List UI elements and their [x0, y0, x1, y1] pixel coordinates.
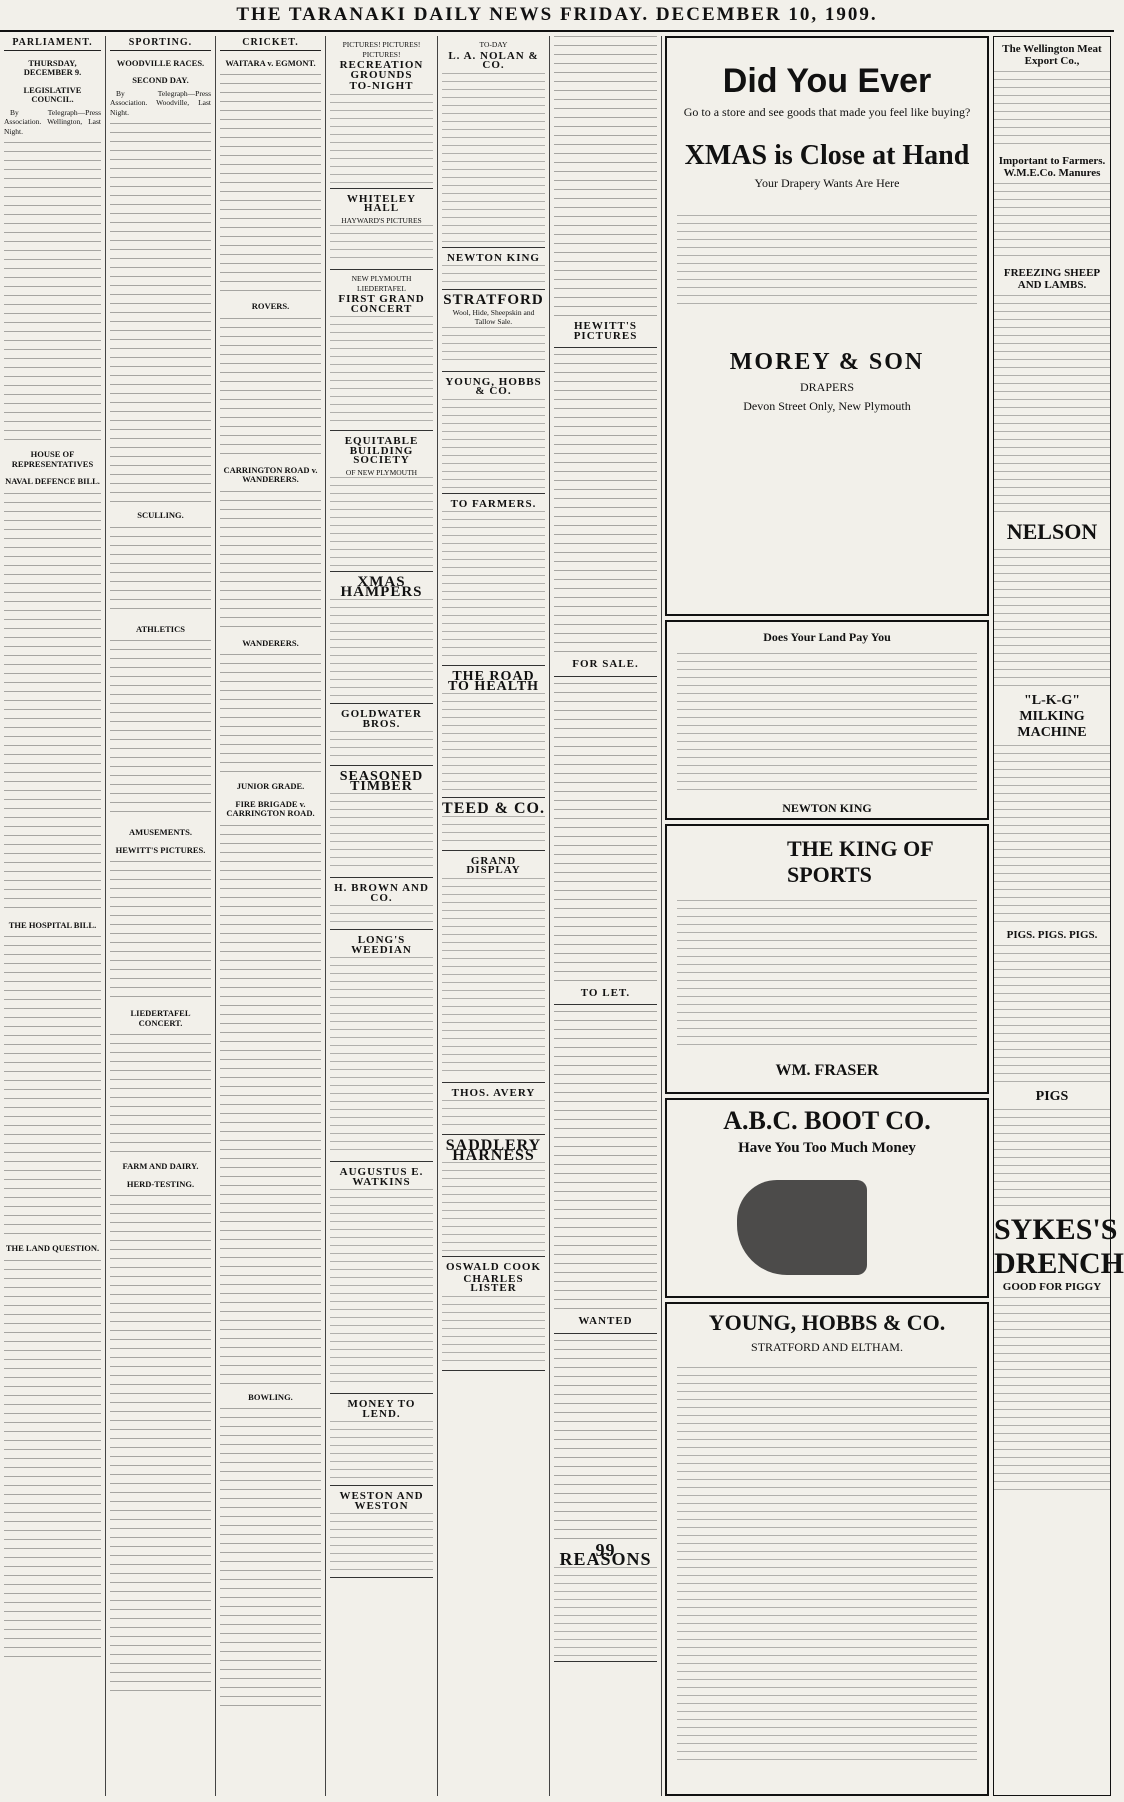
boot-illustration [737, 1180, 867, 1275]
ad-title: GOLDWATER BROS. [341, 708, 422, 730]
ad-block [442, 798, 545, 851]
ad-text [330, 793, 433, 873]
dateline: THURSDAY, DECEMBER 9. [23, 57, 82, 77]
article-text-block [110, 527, 211, 617]
ad-block [442, 494, 545, 667]
article-text-block [110, 1034, 211, 1154]
ad-title: WESTON AND WESTON [339, 1490, 424, 1512]
junior-grade-heading: JUNIOR GRADE. [236, 781, 305, 791]
ad-text [994, 545, 1110, 693]
ad-title: XMAS HAMPERS [340, 574, 423, 600]
masthead: THE TARANAKI DAILY NEWS FRIDAY. DECEMBER 10, 1909. [0, 0, 1114, 32]
ad-text [994, 1105, 1110, 1213]
morey-son-ad [665, 36, 989, 616]
abc-title: A.B.C. BOOT CO. [723, 1106, 931, 1135]
ad-title: TO FARMERS. [450, 497, 537, 510]
ad-block [554, 316, 657, 348]
sculling-heading: SCULLING. [137, 510, 184, 520]
xmas-title: XMAS is Close at Hand [684, 140, 970, 171]
ad-text [330, 905, 433, 925]
ad-text [442, 399, 545, 489]
fraser-title: WM. FRASER [775, 1062, 879, 1079]
ad-block [554, 1311, 657, 1334]
classifieds-block [554, 36, 657, 316]
bowling-heading: BOWLING. [248, 1391, 293, 1402]
ad-text [442, 816, 545, 846]
ad-subtitle: CHARLES LISTER [463, 1272, 524, 1294]
article-text-block [4, 1260, 101, 1660]
ad-title: SADDLERY HARNESS [445, 1137, 542, 1164]
ad-title: GRAND DISPLAY [466, 854, 521, 876]
article-text-block [4, 936, 101, 1236]
morey-title: MOREY & SON [729, 349, 925, 375]
ad-block [330, 766, 433, 878]
second-day-heading: SECOND DAY. [132, 75, 189, 85]
athletics-heading: ATHLETICS [136, 623, 185, 634]
ad-text [442, 73, 545, 243]
pigs-title: PIGS. PIGS. PIGS. [1006, 929, 1098, 941]
ad-text [677, 896, 977, 1054]
ad-text [442, 511, 545, 661]
ad-title: EQUITABLE BUILDING SOCIETY [344, 435, 419, 466]
ad-title: MONEY TO LEND. [347, 1398, 416, 1420]
ad-text [442, 265, 545, 285]
ad-block [554, 983, 657, 1006]
heading-cricket: CRICKET. [220, 38, 321, 51]
ad-title: THOS. AVERY [451, 1086, 536, 1099]
ad-text [442, 693, 545, 793]
column-cricket [216, 36, 326, 1796]
scores-block [220, 318, 321, 458]
ad-block [330, 189, 433, 271]
ad-text [994, 941, 1110, 1089]
ad-text [442, 1162, 545, 1252]
rovers-heading: ROVERS. [251, 301, 290, 311]
abc-subtitle: Have You Too Much Money [738, 1140, 916, 1156]
ad-title: YOUNG, HOBBS & CO. [445, 375, 542, 397]
morey-address: Devon Street Only, New Plymouth [743, 399, 911, 413]
ad-text [994, 1293, 1110, 1501]
ad-title: NEWTON KING [446, 251, 540, 264]
column-ads-2 [438, 36, 550, 1796]
ad-text [330, 1421, 433, 1481]
ad-block [330, 878, 433, 930]
ad-title: HEWITT'S PICTURES [573, 320, 638, 342]
manures-title: Important to Farmers. W.M.E.Co. Manures [998, 155, 1106, 179]
sykes-subtitle: GOOD FOR PIGGY [1002, 1281, 1102, 1293]
ad-text [330, 225, 433, 265]
ad-block [330, 930, 433, 1162]
farm-dairy-heading: FARM AND DAIRY. [122, 1161, 199, 1171]
ad-title: FOR SALE. [572, 658, 639, 670]
ad-block [330, 431, 433, 572]
ad-subtitle: HAYWARD'S PICTURES [341, 215, 422, 225]
article-text-block [110, 861, 211, 1001]
ad-block [330, 270, 433, 431]
herd-testing-heading: HERD-TESTING. [126, 1178, 195, 1189]
right-sidebar [993, 36, 1124, 1796]
ad-text [677, 649, 977, 797]
ad-subtitle: FIRST GRAND CONCERT [338, 293, 425, 315]
article-text-block [110, 640, 211, 820]
ad-block [554, 1540, 657, 1662]
ad-text [994, 291, 1110, 519]
freezing-title: FREEZING SHEEP AND LAMBS. [1003, 267, 1101, 291]
ad-block [442, 36, 545, 248]
nelson-title: NELSON [1006, 519, 1098, 544]
young-hobbs-ad [665, 1302, 989, 1796]
ad-text [442, 327, 545, 367]
ad-subtitle: Wool, Hide, Sheepskin and Tallow Sale. [452, 307, 535, 326]
pigs2-title: PIGS [1035, 1089, 1069, 1104]
scores-block [220, 491, 321, 631]
ad-title: TO LET. [580, 986, 631, 999]
ad-text [677, 211, 977, 309]
newton-king-title: NEWTON KING [782, 801, 872, 815]
ad-text [554, 1567, 657, 1657]
article-text-block [4, 493, 101, 913]
ad-subtitle: TO-NIGHT [349, 80, 414, 92]
classifieds-block [554, 683, 657, 983]
ad-title: NEW PLYMOUTH LIEDERTAFEL [351, 274, 412, 293]
heading-parliament: PARLIAMENT. [4, 38, 101, 51]
ad-title: RECREATION GROUNDS [339, 59, 424, 81]
ad-text [994, 741, 1110, 929]
scores-block [220, 654, 321, 774]
ad-title: WHITELEY HALL [346, 192, 417, 214]
ad-block [442, 1135, 545, 1257]
legislative-council-heading: LEGISLATIVE COUNCIL. [23, 84, 82, 104]
ad-block [442, 1083, 545, 1136]
ad-text [330, 599, 433, 699]
ad-text [442, 1100, 545, 1130]
ad-block [442, 666, 545, 798]
ad-block [554, 654, 657, 677]
naval-defence-heading: NAVAL DEFENCE BILL. [5, 476, 100, 486]
house-heading: HOUSE OF REPRESENTATIVES [11, 449, 94, 469]
land-title: Does Your Land Pay You [763, 630, 891, 644]
did-you-ever-text: Go to a store and see goods that made you feel like buying? [683, 105, 971, 119]
lkg-title: "L-K-G" MILKING MACHINE [1017, 693, 1087, 740]
amusements-heading: AMUSEMENTS. [128, 827, 193, 837]
ad-block [330, 1162, 433, 1394]
young-title: YOUNG, HOBBS & CO. [708, 1310, 946, 1335]
ad-text [677, 1363, 977, 1771]
article-text-block [110, 123, 211, 503]
ad-title: AUGUSTUS E. WATKINS [339, 1166, 424, 1188]
morey-subtitle: DRAPERS [799, 380, 855, 394]
classifieds-block [554, 1011, 657, 1311]
ad-title: STRATFORD [443, 292, 544, 308]
waitara-heading: WAITARA v. EGMONT. [225, 57, 316, 68]
ad-title: WANTED [578, 1315, 633, 1327]
fire-brigade-heading: FIRE BRIGADE v. CARRINGTON ROAD. [226, 798, 315, 818]
ad-title: L. A. NOLAN & CO. [448, 49, 539, 71]
did-you-ever-title: Did You Ever [722, 62, 932, 100]
scores-block [220, 74, 321, 294]
ad-title: 99 REASONS [559, 1539, 652, 1569]
ad-title: LONG'S WEEDIAN [351, 934, 412, 956]
wellington-meat-title: The Wellington Meat Export Co., [1002, 43, 1102, 67]
ad-title: OSWALD COOK [445, 1261, 542, 1273]
wanderers-heading: WANDERERS. [242, 637, 299, 648]
article-text-block [4, 142, 101, 442]
article-text-block [220, 1408, 321, 1708]
byline: By Telegraph—Press Association. Woodville, Last Night. [110, 88, 211, 117]
ad-text [330, 731, 433, 761]
young-subtitle: STRATFORD AND ELTHAM. [751, 1340, 903, 1354]
ad-text [330, 94, 433, 184]
ad-text [330, 957, 433, 1157]
ad-block [442, 290, 545, 372]
hewitts-heading: HEWITT'S PICTURES. [115, 844, 206, 855]
woodville-heading: WOODVILLE RACES. [116, 57, 205, 68]
sykes-title: SYKES'S DRENCH [994, 1213, 1124, 1280]
column-sporting [106, 36, 216, 1796]
carrington-heading: CARRINGTON ROAD v. WANDERERS. [223, 464, 318, 484]
ad-text [994, 67, 1110, 155]
ad-text [442, 1296, 545, 1366]
scores-block [220, 825, 321, 1385]
ad-subtitle: OF NEW PLYMOUTH [345, 467, 418, 477]
abc-boot-ad [665, 1098, 989, 1298]
hospital-bill-heading: THE HOSPITAL BILL. [8, 919, 97, 930]
ad-text [994, 179, 1110, 267]
ad-text [330, 477, 433, 567]
column-ads-1 [326, 36, 438, 1796]
byline: By Telegraph—Press Association. Wellington, Last Night. [4, 107, 101, 136]
ad-head: PICTURES! PICTURES! PICTURES! [342, 40, 421, 59]
column-parliament [0, 36, 106, 1796]
ad-block [442, 1257, 545, 1371]
ad-text [330, 1189, 433, 1389]
ad-block [330, 572, 433, 704]
ad-block [442, 372, 545, 494]
ad-title: SEASONED TIMBER [339, 769, 424, 794]
classifieds-block [554, 354, 657, 654]
xmas-subtitle: Your Drapery Wants Are Here [754, 176, 900, 190]
land-question-heading: THE LAND QUESTION. [5, 1243, 100, 1253]
ad-block [330, 36, 433, 189]
ad-text [442, 878, 545, 1078]
ad-block [442, 248, 545, 291]
ad-text [330, 1513, 433, 1573]
ad-head: TO-DAY [479, 40, 508, 49]
column-classifieds [550, 36, 662, 1796]
ad-block [330, 1486, 433, 1578]
ad-block [330, 704, 433, 766]
ad-title: THE ROAD TO HEALTH [447, 669, 540, 694]
classifieds-block [554, 1340, 657, 1540]
liedertafel-heading: LIEDERTAFEL CONCERT. [130, 1008, 191, 1028]
ad-title: H. BROWN AND CO. [334, 882, 429, 904]
ad-text [330, 316, 433, 426]
ad-block [330, 1394, 433, 1486]
ad-block [442, 851, 545, 1083]
fraser-ad [665, 824, 989, 1094]
newton-king-ad [665, 620, 989, 820]
king-of-sports-title: THE KING OF SPORTS [787, 836, 933, 887]
article-text-block [110, 1195, 211, 1695]
heading-sporting: SPORTING. [110, 38, 211, 51]
ad-title: TEED & CO. [442, 800, 545, 817]
